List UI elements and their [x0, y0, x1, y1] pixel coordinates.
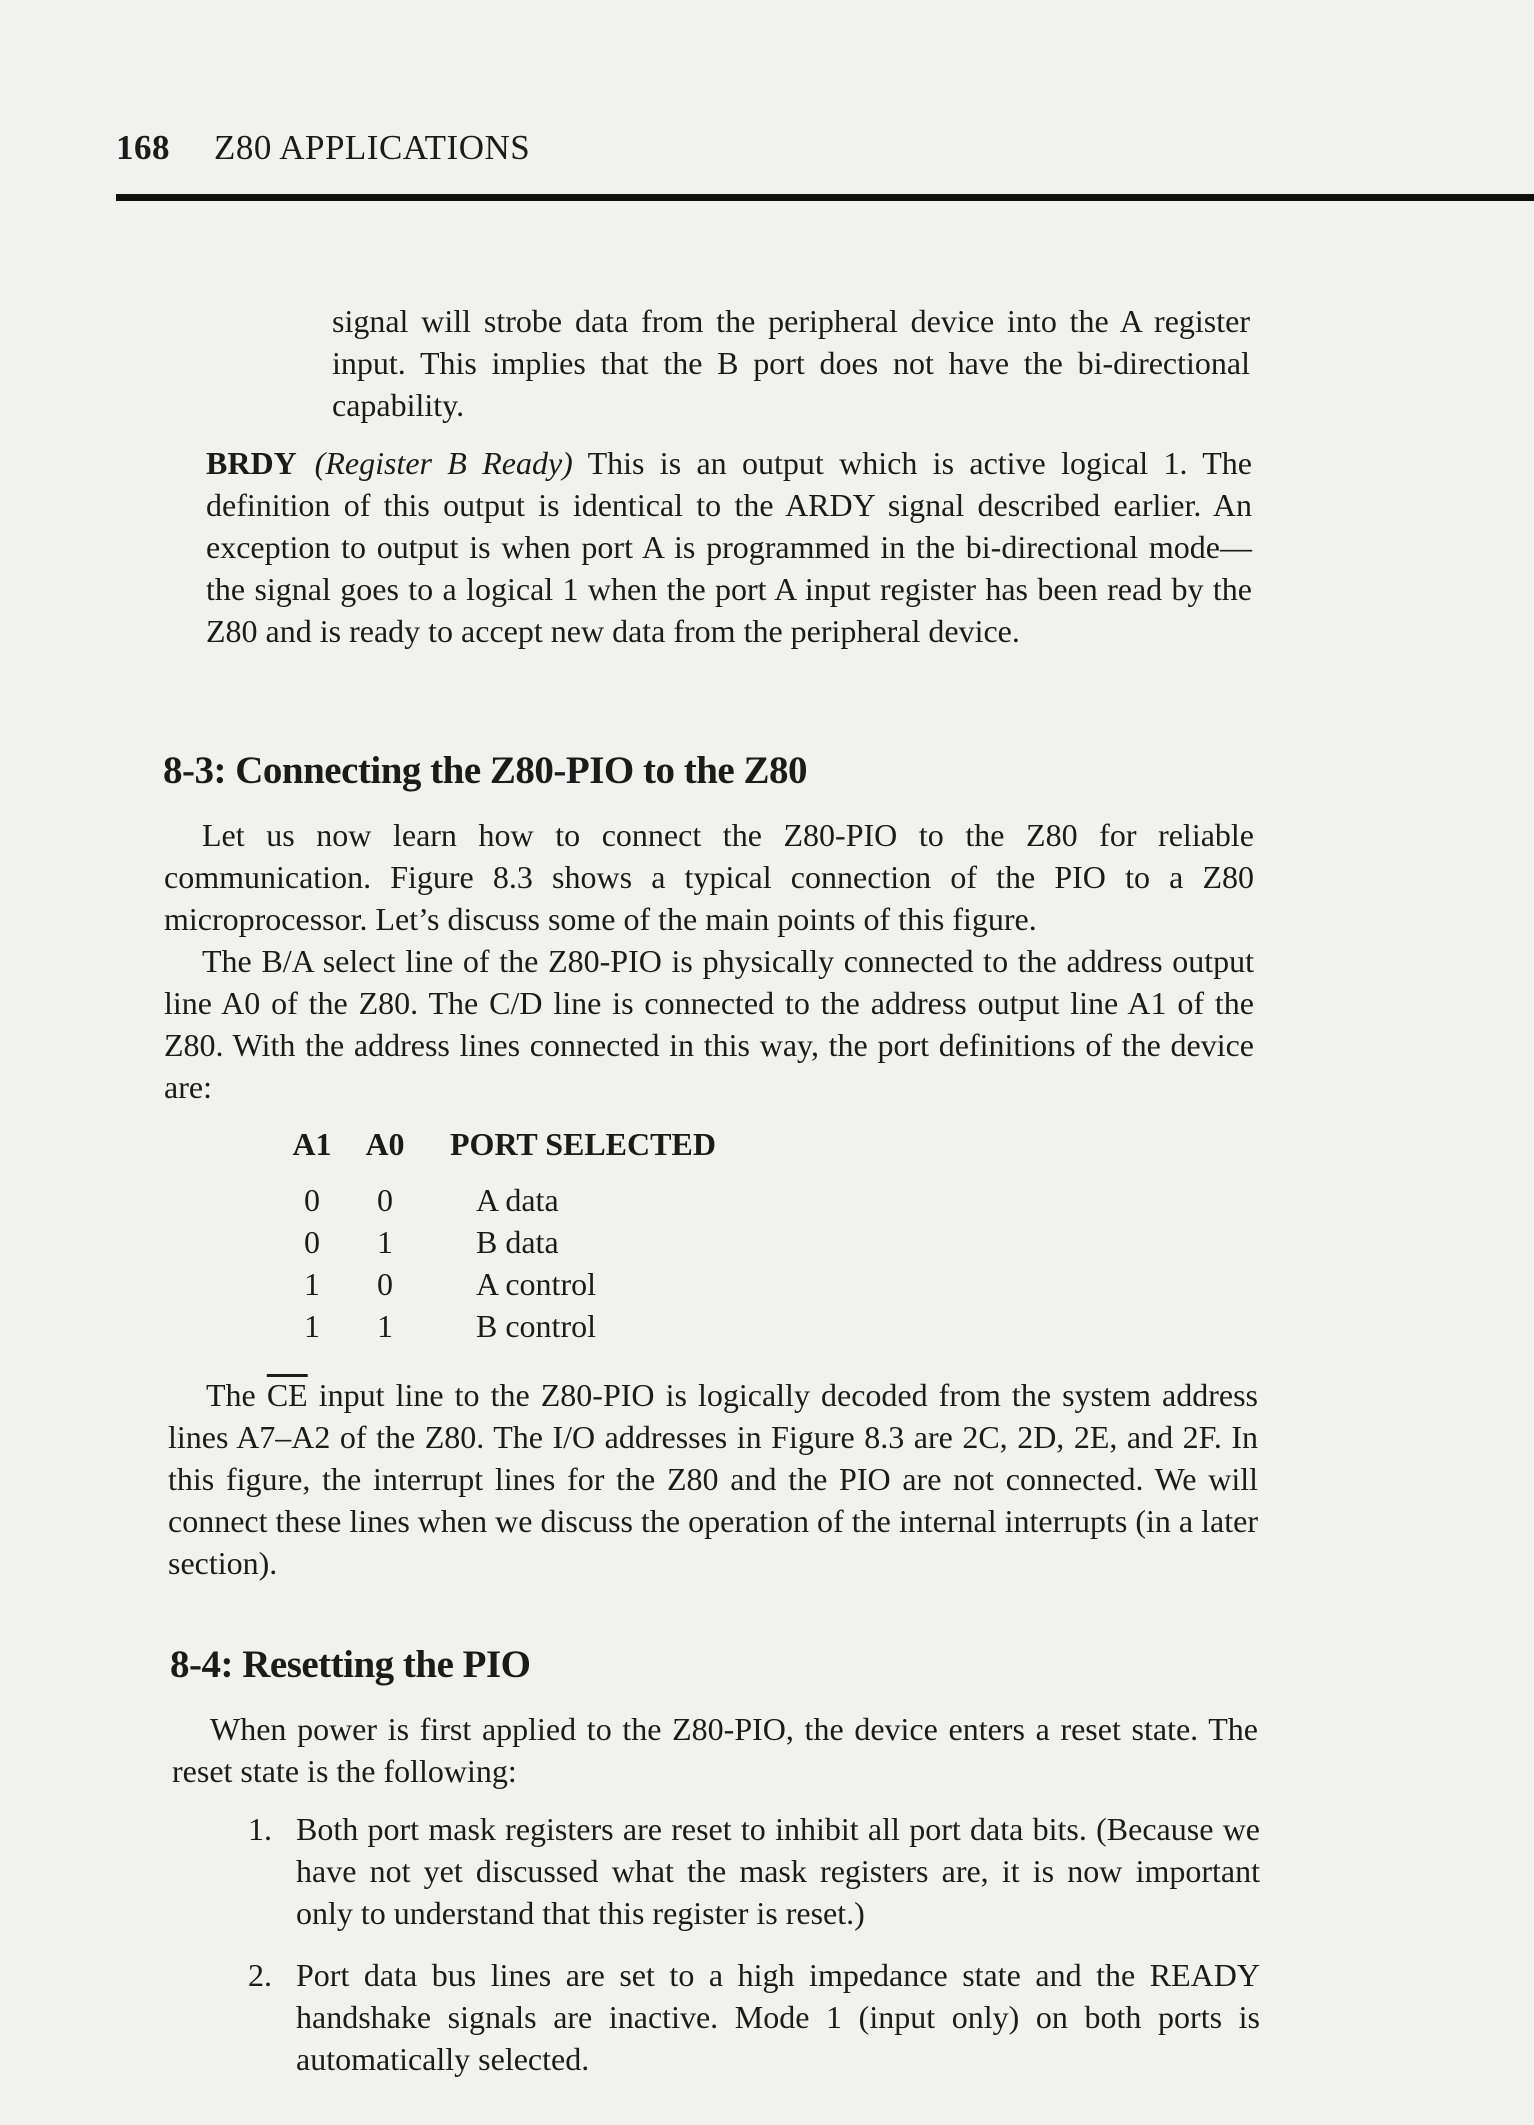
table-row [288, 1305, 716, 1347]
list-number: 2. [248, 1957, 272, 1993]
list-item [248, 1954, 1260, 2080]
table-cell: 1 [377, 1307, 393, 1344]
column-header: A0 [365, 1125, 405, 1162]
list-text: Both port mask registers are reset to inhibit all port data bits. (Because we have not yet discussed what the mask registers are, it is now important only to understand that this register is reset.) [296, 1811, 1260, 1931]
list-number: 1. [248, 1811, 272, 1847]
table-cell: B data [476, 1223, 559, 1260]
running-head [116, 128, 530, 168]
table-row [288, 1263, 716, 1305]
page-number: 168 [116, 128, 170, 167]
brdy-definition [206, 442, 1252, 652]
table-cell: 1 [377, 1223, 393, 1260]
brdy-term: BRDY [206, 445, 297, 481]
paragraph: The B/A select line of the Z80-PIO is physically connected to the address output line A0 of the Z80. The C/D line is connected to the address output line A1 of the Z80. With the address lines connected in this way, the port definitions of the device are: [164, 943, 1254, 1105]
brdy-term-description: (Register B Ready) [314, 445, 573, 481]
continued-paragraph [332, 300, 1250, 426]
section-8-4-body [172, 1708, 1258, 1792]
brdy-text: This is an output which is active logical 1. The definition of this output is identical to the ARDY signal described earlier. An exception to output is when port A is programmed in the bi-directional mode—the signal goes to a logical 1 when the port A input register has been read by the Z80 and is ready to accept new data from the peripheral device. [206, 445, 1253, 649]
port-definition-table [288, 1121, 716, 1347]
paragraph: When power is first applied to the Z80-PIO, the device enters a reset state. The reset state is the following: [172, 1711, 1258, 1789]
table-cell: 1 [304, 1265, 320, 1302]
table-row [288, 1179, 716, 1221]
table-cell: 0 [377, 1265, 393, 1302]
chapter-title: Z80 APPLICATIONS [214, 128, 531, 167]
section-8-3-body [164, 814, 1254, 1108]
table-cell: 1 [304, 1307, 320, 1344]
table-cell: 0 [304, 1223, 320, 1260]
paragraph-text: input line to the Z80-PIO is logically decoded from the system address lines A7–A2 of the Z80. The I/O addresses in Figure 8.3 are 2C, 2D, 2E, and 2F. In this figure, the interrupt lines for the Z80 and the PIO are not connected. We will connect these lines when we discuss the operation of the internal interrupts (in a later section). [168, 1377, 1259, 1581]
section-heading-8-4: 8-4: Resetting the PIO [170, 1643, 531, 1686]
continued-text: signal will strobe data from the peripheral device into the A register input. This implies that the B port does not have the bi-directional capability. [332, 303, 1250, 423]
column-header: A1 [292, 1125, 332, 1162]
table-cell: B control [476, 1307, 596, 1344]
table-cell: 0 [377, 1181, 393, 1218]
table-cell: 0 [304, 1181, 320, 1218]
paragraph: Let us now learn how to connect the Z80-PIO to the Z80 for reliable communication. Figure 8.3 shows a typical connection of the PIO to a Z80 microprocessor. Let’s discuss some of the main points of this figure. [164, 817, 1254, 937]
header-rule [116, 194, 1534, 201]
table-cell: A data [476, 1181, 559, 1218]
table-cell: A control [476, 1265, 596, 1302]
ce-paragraph [168, 1374, 1258, 1584]
paragraph-text: The [206, 1377, 267, 1413]
reset-state-list [248, 1808, 1260, 2080]
ce-signal: $\overline{CE}$ [266, 1377, 308, 1413]
section-heading-8-3: 8-3: Connecting the Z80-PIO to the Z80 [163, 749, 807, 792]
column-header: PORT SELECTED [450, 1125, 716, 1162]
list-item [248, 1808, 1260, 1934]
table-row [288, 1221, 716, 1263]
table-header-row [288, 1121, 716, 1167]
list-text: Port data bus lines are set to a high impedance state and the READY handshake signals are inactive. Mode 1 (input only) on both ports is automatically selected. [296, 1957, 1260, 2077]
